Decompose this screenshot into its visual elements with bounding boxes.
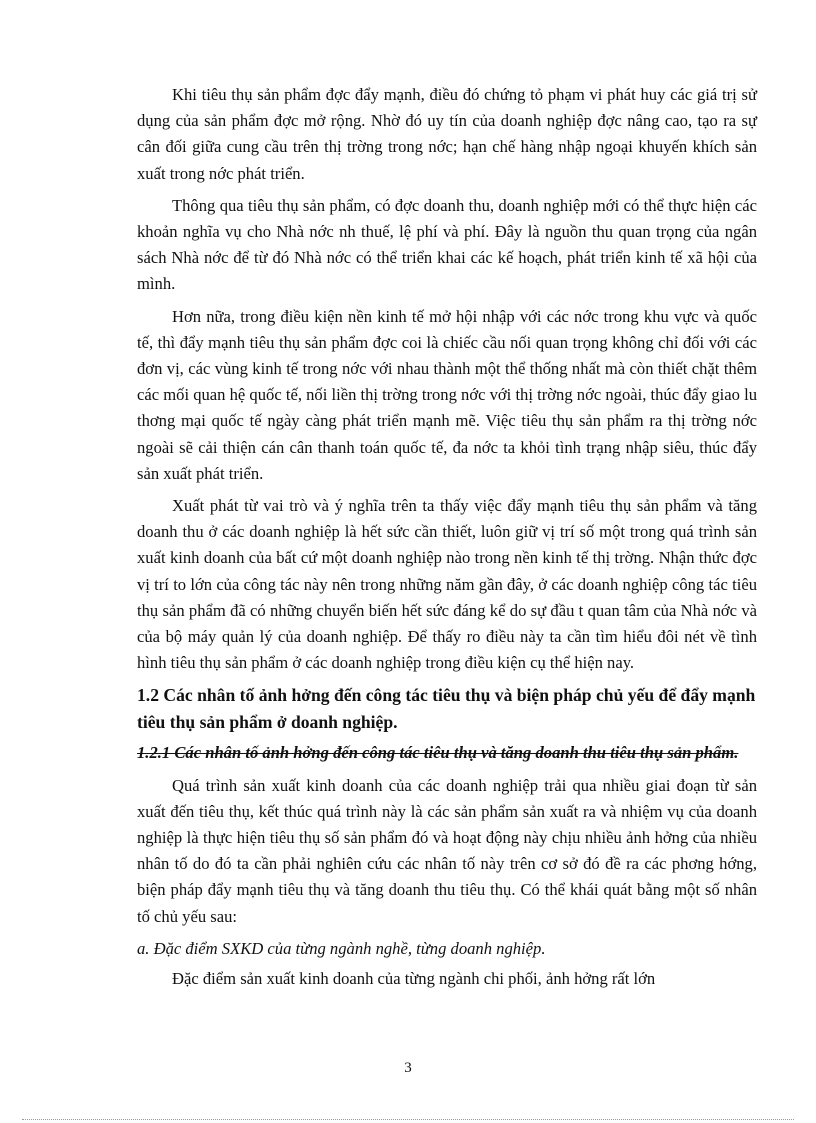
section-heading-1-2-1: 1.2.1 Các nhân tố ảnh hởng đến công tác tiêu thụ và tăng doanh thu tiêu thụ sản phẩm. [137,743,739,763]
paragraph-business-characteristics: Đặc điểm sản xuất kinh doanh của từng ngành chi phối, ảnh hởng rất lớn [172,969,656,989]
paragraph-role-significance: Xuất phát từ vai trò và ý nghĩa trên ta thấy việc đẩy mạnh tiêu thụ sản phẩm và tăng doanh thu ở các doanh nghiệp là hết sức cần thiết, luôn giữ vị trí số một trong quá trình sản xuất kinh doanh của bất cứ một doanh nghiệp nào trong nền kinh tế thị trờng. Nhận thức đợc vị trí to lớn của công tác này nên trong những năm gần đây, ở các doanh nghiệp công tác tiêu thụ sản phẩm đã có những chuyển biến hết sức đáng kể do sự đầu t quan tâm của Nhà nớc và của bộ máy quản lý của doanh nghiệp. Để thấy ro điều này ta cần tìm hiểu đôi nét về tình hình tiêu thụ sản phẩm ở các doanh nghiệp trong điều kiện cụ thể hiện nay. [137,496,757,673]
paragraph-international-integration: Hơn nữa, trong điều kiện nền kinh tế mở hội nhập với các nớc trong khu vực và quốc tế, thì đẩy mạnh tiêu thụ sản phẩm đợc coi là chiếc cầu nối quan trọng không chỉ đối với các đơn vị, các vùng kinh tế trong nớc với nhau thành một thể thống nhất mà còn thiết chặt thêm các mối quan hệ quốc tế, nối liền thị trờng trong nớc với thị trờng nớc ngoài, thúc đẩy giao lu thơng mại quốc tế ngày càng phát triển mạnh mẽ. Việc tiêu thụ sản phẩm ra thị trờng nớc ngoài sẽ cải thiện cán cân thanh toán quốc tế, đa nớc ta khỏi tình trạng nhập siêu, thúc đẩy sản xuất phát triển. [137,306,757,483]
page-number: 3 [404,1060,412,1076]
paragraph-revenue-obligations: Thông qua tiêu thụ sản phẩm, có đợc doanh thu, doanh nghiệp mới có thể thực hiện các khoản nghĩa vụ cho Nhà nớc nh thuế, lệ phí và phí. Đây là nguồn thu quan trọng của ngân sách Nhà nớc để từ đó Nhà nớc có thể triển khai các kế hoạch, phát triển kinh tế xã hội của mình. [137,195,757,294]
paragraph-production-process: Quá trình sản xuất kinh doanh của các doanh nghiệp trải qua nhiều giai đoạn từ sản xuất đến tiêu thụ, kết thúc quá trình này là các sản phẩm sản xuất ra và nhiệm vụ của doanh nghiệp là thực hiện tiêu thụ số sản phẩm đó và hoạt động này chịu nhiều ảnh hởng của nhiều nhân tố do đó ta cần phải nghiên cứu các nhân tố này trên cơ sở đó đề ra các phơng hớng, biện pháp đẩy mạnh tiêu thụ và tăng doanh thu tiêu thụ. Có thể khái quát bằng một số nhân tố chủ yếu sau: [137,775,757,926]
section-heading-1-2: 1.2 Các nhân tố ảnh hởng đến công tác tiêu thụ và biện pháp chủ yếu để đẩy mạnh tiêu thụ sản phẩm ở doanh nghiệp. [137,685,756,733]
page-bottom-divider [22,1119,794,1120]
subheading-a: a. Đặc điểm SXKD của từng ngành nghề, từng doanh nghiệp. [137,938,546,958]
paragraph-sales-promotion: Khi tiêu thụ sản phẩm đợc đẩy mạnh, điều đó chứng tỏ phạm vi phát huy các giá trị sử dụng của sản phẩm đợc mở rộng. Nhờ đó uy tín của doanh nghiệp đợc nâng cao, tạo ra sự cân đối giữa cung cầu trên thị trờng trong nớc; hạn chế hàng nhập ngoại khuyến khích sản xuất trong nớc phát triển. [137,85,757,183]
document-page [137,82,757,998]
